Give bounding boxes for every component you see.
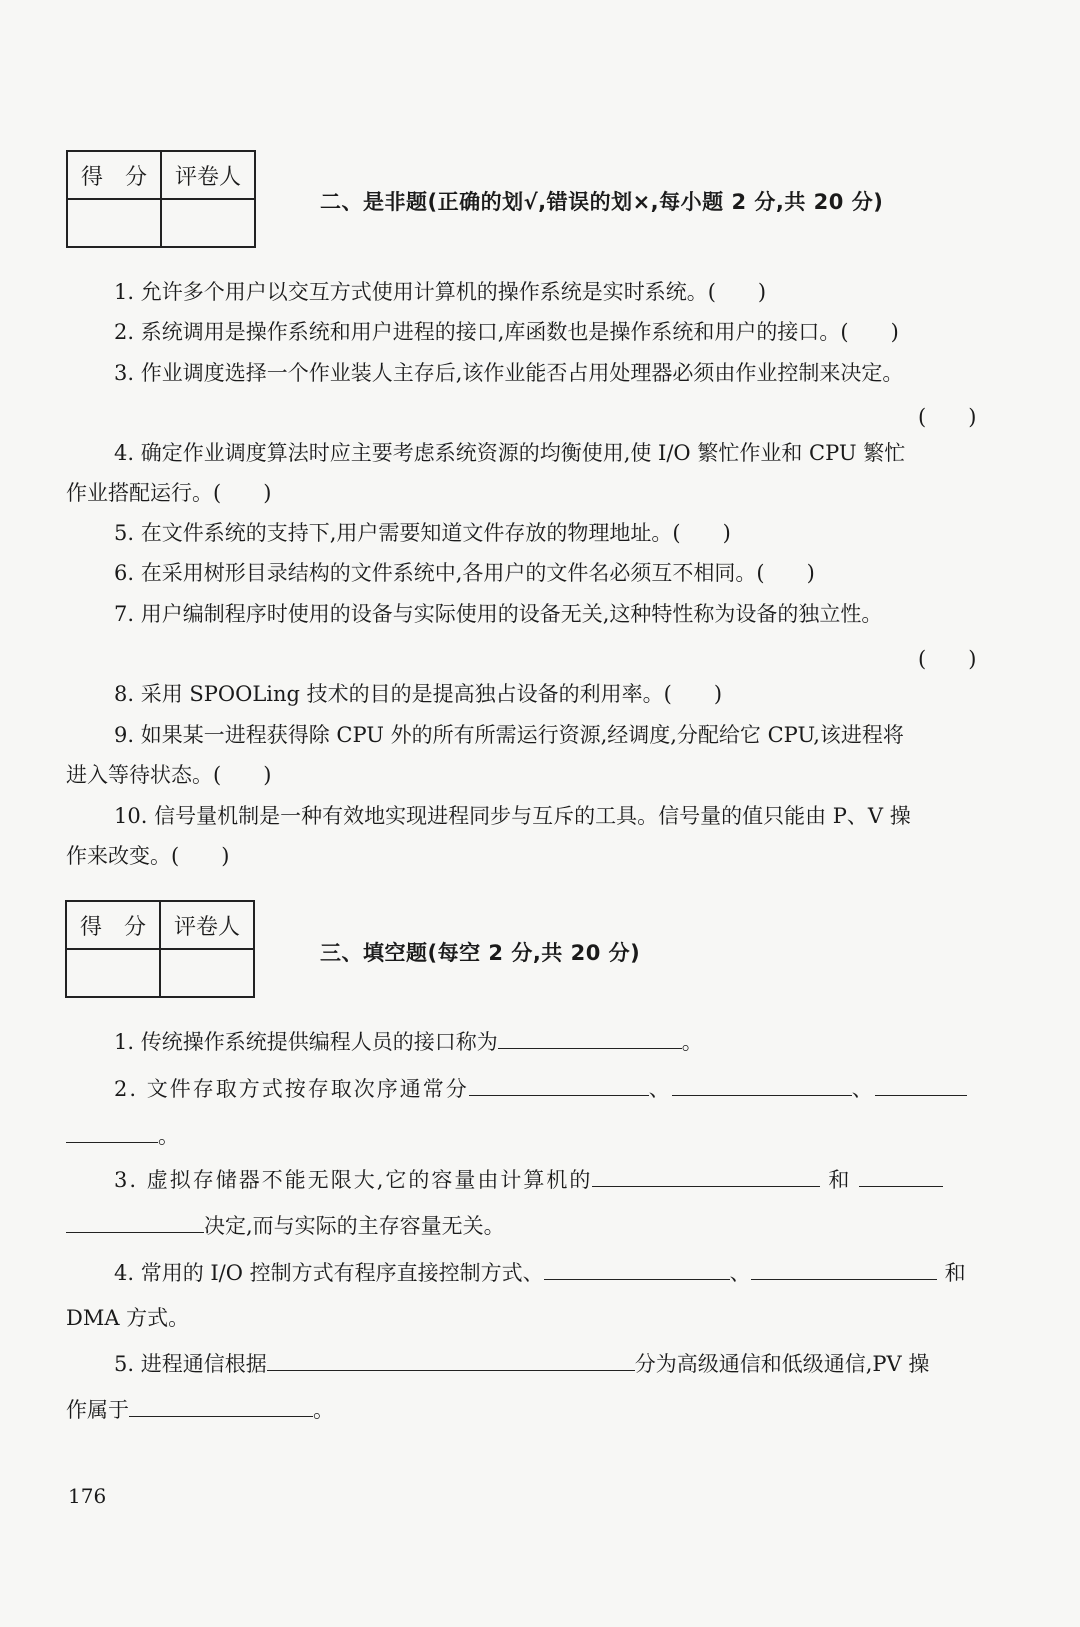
- tf-item-9-cont: 进入等待状态。( ): [66, 763, 272, 787]
- score-box-section2: [66, 150, 256, 248]
- section3-title: 三、填空题(每空 2 分,共 20 分): [320, 941, 641, 965]
- tf-item-10-cont: 作来改变。( ): [66, 844, 230, 868]
- fill-item-3-cont: 决定,而与实际的主存容量无关。: [66, 1214, 505, 1239]
- tf-item-1: 1. 允许多个用户以交互方式使用计算机的操作系统是实时系统。( ): [114, 280, 767, 304]
- grader-label: 评卷人: [160, 901, 254, 949]
- blank-3b[interactable]: [859, 1168, 943, 1187]
- score-field[interactable]: [67, 199, 161, 247]
- blank-4b[interactable]: [751, 1261, 937, 1280]
- blank-2d[interactable]: [66, 1124, 158, 1143]
- tf-item-4-cont: 作业搭配运行。( ): [66, 481, 272, 505]
- score-field[interactable]: [66, 949, 160, 997]
- blank-2b[interactable]: [672, 1077, 852, 1096]
- grader-field[interactable]: [161, 199, 255, 247]
- tf-item-6: 6. 在采用树形目录结构的文件系统中,各用户的文件名必须互不相同。( ): [114, 561, 815, 585]
- blank-5b[interactable]: [129, 1398, 313, 1417]
- tf-item-10: 10. 信号量机制是一种有效地实现进程同步与互斥的工具。信号量的值只能由 P、V 操: [114, 804, 911, 828]
- fill-item-3: 3. 虚拟存储器不能无限大,它的容量由计算机的 和: [114, 1168, 943, 1193]
- section2-title: 二、是非题(正确的划√,错误的划×,每小题 2 分,共 20 分): [320, 190, 884, 214]
- tf-item-4: 4. 确定作业调度算法时应主要考虑系统资源的均衡使用,使 I/O 繁忙作业和 CPU 繁忙: [114, 441, 906, 465]
- fill-item-5: 5. 进程通信根据 分为高级通信和低级通信,PV 操: [114, 1352, 930, 1376]
- tf-item-7: 7. 用户编制程序时使用的设备与实际使用的设备无关,这种特性称为设备的独立性。: [114, 602, 883, 626]
- fill-item-2: 2. 文件存取方式按存取次序通常分 、 、: [114, 1077, 967, 1102]
- tf-item-3-paren[interactable]: ( ): [918, 405, 977, 429]
- tf-item-9: 9. 如果某一进程获得除 CPU 外的所有所需运行资源,经调度,分配给它 CPU,该进程将: [114, 723, 904, 747]
- blank-3a[interactable]: [592, 1168, 820, 1187]
- score-label: 得 分: [67, 151, 161, 199]
- tf-item-8: 8. 采用 SPOOLing 技术的目的是提高独占设备的利用率。( ): [114, 682, 723, 706]
- blank-2a[interactable]: [469, 1077, 649, 1096]
- fill-item-4: 4. 常用的 I/O 控制方式有程序直接控制方式、 、 和: [114, 1261, 966, 1285]
- page-number: 176: [68, 1484, 107, 1508]
- tf-item-3: 3. 作业调度选择一个作业装人主存后,该作业能否占用处理器必须由作业控制来决定。: [114, 361, 904, 385]
- grader-field[interactable]: [160, 949, 254, 997]
- fill-item-2-cont: 。: [66, 1124, 179, 1149]
- blank-3c[interactable]: [66, 1214, 204, 1233]
- grader-label: 评卷人: [161, 151, 255, 199]
- tf-item-2: 2. 系统调用是操作系统和用户进程的接口,库函数也是操作系统和用户的接口。( ): [114, 320, 899, 344]
- score-box-section3: [65, 900, 255, 998]
- tf-item-7-paren[interactable]: ( ): [918, 647, 977, 671]
- tf-item-5: 5. 在文件系统的支持下,用户需要知道文件存放的物理地址。( ): [114, 521, 731, 545]
- score-label: 得 分: [66, 901, 160, 949]
- blank-4a[interactable]: [544, 1261, 730, 1280]
- fill-item-4-cont: DMA 方式。: [66, 1306, 190, 1330]
- fill-item-1: 1. 传统操作系统提供编程人员的接口称为 。: [114, 1030, 703, 1054]
- fill-item-5-cont: 作属于 。: [66, 1398, 334, 1422]
- blank-1[interactable]: [498, 1030, 682, 1049]
- blank-5a[interactable]: [267, 1352, 635, 1371]
- blank-2c[interactable]: [875, 1077, 967, 1096]
